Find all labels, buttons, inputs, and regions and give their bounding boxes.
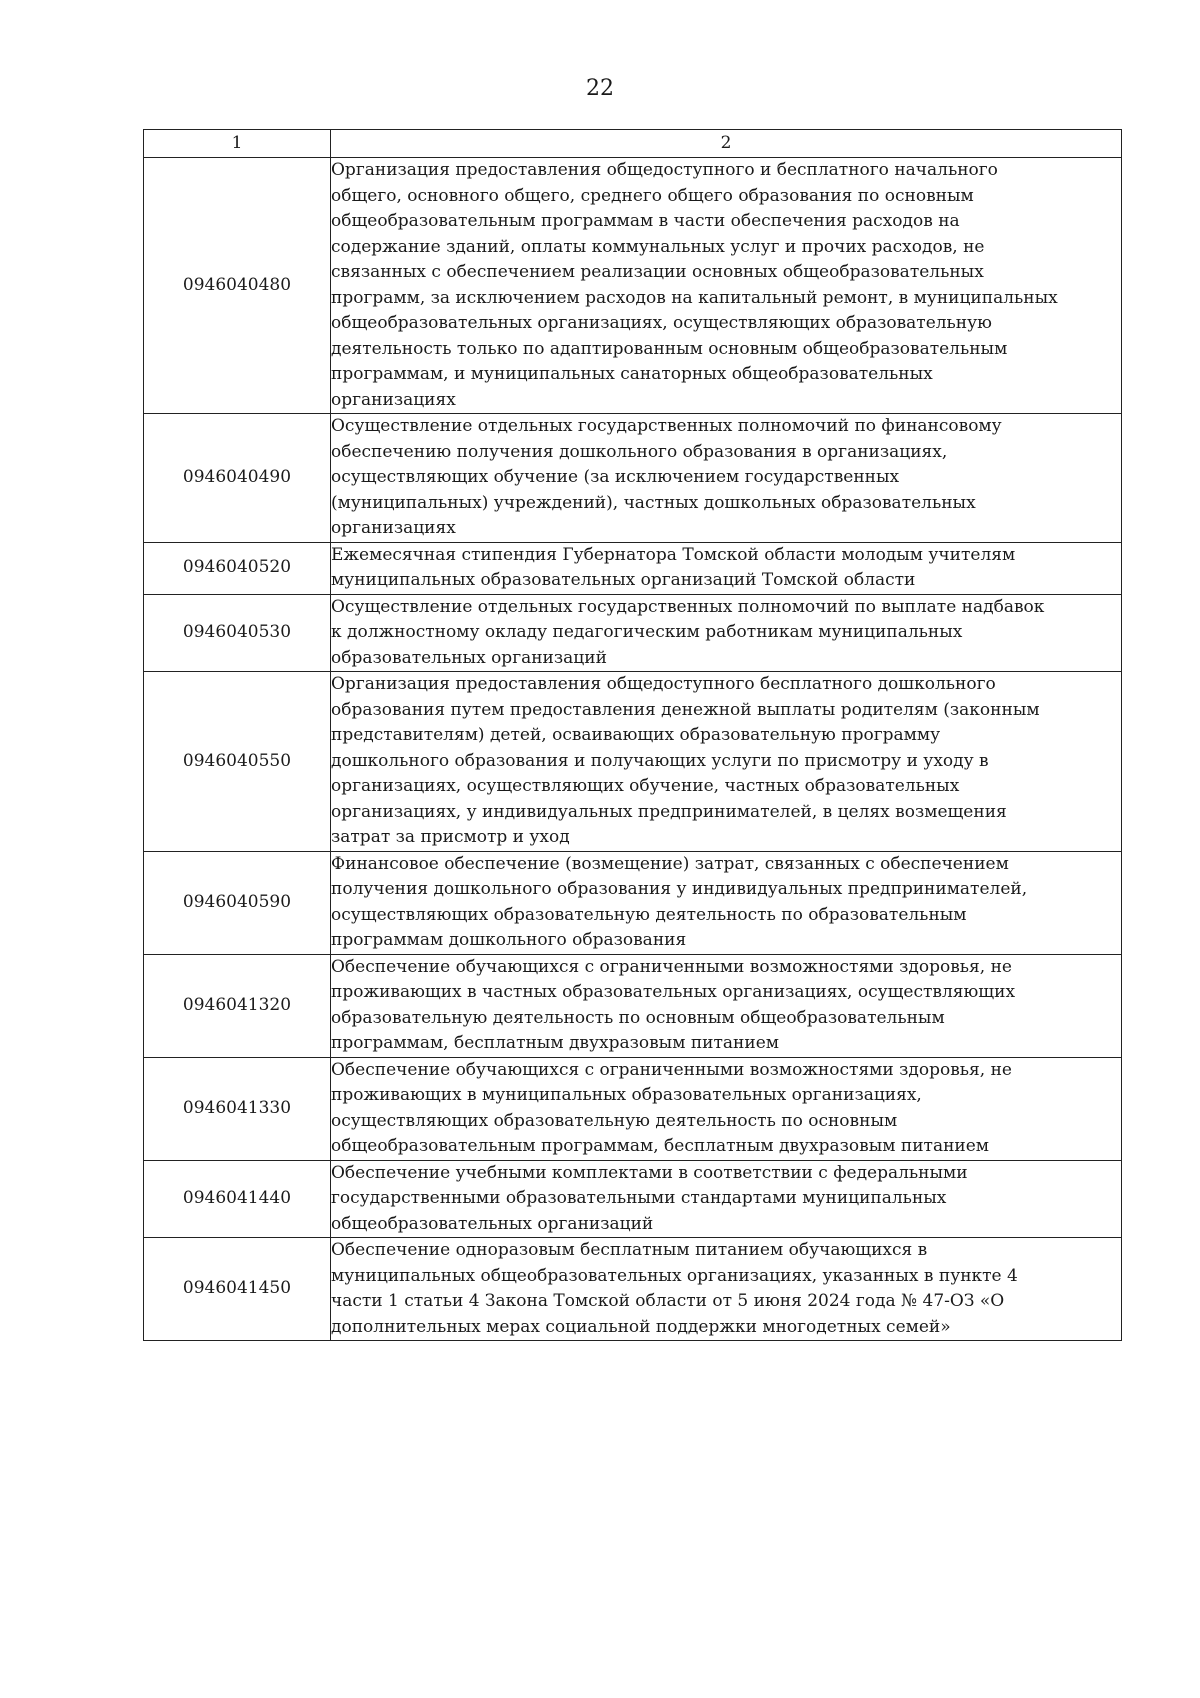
row-code: 0946040550: [144, 672, 331, 852]
description-line: Ежемесячная стипендия Губернатора Томской области молодым учителям: [331, 544, 1016, 565]
column-header-2: 2: [331, 130, 1122, 158]
row-description: [331, 851, 1122, 954]
table-row: [144, 414, 1122, 543]
description-line: (муниципальных) учреждений), частных дошкольных образовательных: [331, 492, 976, 513]
description-line: Осуществление отдельных государственных полномочий по финансовому: [331, 416, 1002, 436]
table-row: [144, 1057, 1122, 1160]
column-header-1: 1: [144, 130, 331, 158]
row-code: 0946041450: [144, 1238, 331, 1341]
row-code: 0946040480: [144, 158, 331, 414]
description-line: Финансовое обеспечение (возмещение) затрат, связанных с обеспечением: [331, 853, 1009, 874]
description-line: Обеспечение учебными комплектами в соответствии с федеральными: [331, 1162, 968, 1183]
budget-codes-table: [143, 129, 1122, 1341]
description-line: муниципальных общеобразовательных организациях, указанных в пункте 4: [331, 1265, 1018, 1286]
table-row: [144, 1238, 1122, 1341]
description-line: общего, основного общего, среднего общего образования по основным: [331, 185, 974, 206]
description-line: программам, бесплатным двухразовым питанием: [331, 1033, 779, 1053]
row-description: [331, 594, 1122, 672]
description-line: организациях: [331, 518, 456, 538]
description-line: Обеспечение одноразовым бесплатным питанием обучающихся в: [331, 1240, 928, 1260]
row-description: [331, 542, 1122, 594]
description-line: организациях: [331, 389, 456, 410]
table-row: [144, 672, 1122, 852]
description-line: Организация предоставления общедоступного и бесплатного начального: [331, 160, 998, 180]
table-row: [144, 1160, 1122, 1238]
description-line: программ, за исключением расходов на капитальный ремонт, в муниципальных: [331, 287, 1058, 308]
row-code: 0946040530: [144, 594, 331, 672]
description-line: части 1 статьи 4 Закона Томской области от 5 июня 2024 года № 47-ОЗ «О: [331, 1291, 1005, 1311]
row-code: 0946040590: [144, 851, 331, 954]
description-line: проживающих в частных образовательных организациях, осуществляющих: [331, 982, 1016, 1002]
description-line: Осуществление отдельных государственных полномочий по выплате надбавок: [331, 596, 1045, 617]
description-line: Обеспечение обучающихся с ограниченными возможностями здоровья, не: [331, 956, 1012, 977]
description-line: общеобразовательным программам, бесплатным двухразовым питанием: [331, 1136, 990, 1156]
row-description: [331, 1160, 1122, 1238]
description-line: осуществляющих образовательную деятельность по образовательным: [331, 904, 967, 925]
row-code: 0946041330: [144, 1057, 331, 1160]
description-line: Обеспечение обучающихся с ограниченными возможностями здоровья, не: [331, 1059, 1012, 1080]
description-line: осуществляющих образовательную деятельность по основным: [331, 1110, 898, 1131]
description-line: дополнительных мерах социальной поддержки многодетных семей»: [331, 1316, 951, 1337]
description-line: Организация предоставления общедоступного бесплатного дошкольного: [331, 674, 996, 694]
table-row: [144, 594, 1122, 672]
row-description: [331, 954, 1122, 1057]
page-number: 22: [586, 76, 614, 101]
description-line: государственными образовательными стандартами муниципальных: [331, 1188, 947, 1208]
description-line: проживающих в муниципальных образовательных организациях,: [331, 1085, 922, 1105]
description-line: общеобразовательным программам в части обеспечения расходов на: [331, 211, 960, 231]
description-line: получения дошкольного образования у индивидуальных предпринимателей,: [331, 879, 1028, 899]
description-line: содержание зданий, оплаты коммунальных услуг и прочих расходов, не: [331, 236, 985, 257]
table-row: [144, 954, 1122, 1057]
description-line: организациях, у индивидуальных предпринимателей, в целях возмещения: [331, 801, 1007, 822]
description-line: общеобразовательных организациях, осуществляющих образовательную: [331, 313, 992, 333]
description-line: образовательную деятельность по основным общеобразовательным: [331, 1007, 945, 1028]
table-row: [144, 158, 1122, 414]
description-line: образовательных организаций: [331, 647, 607, 668]
description-line: обеспечению получения дошкольного образования в организациях,: [331, 441, 948, 462]
row-description: [331, 672, 1122, 852]
description-line: связанных с обеспечением реализации основных общеобразовательных: [331, 262, 984, 282]
row-code: 0946041440: [144, 1160, 331, 1238]
row-description: [331, 1238, 1122, 1341]
row-code: 0946040490: [144, 414, 331, 543]
description-line: представителям) детей, осваивающих образовательную программу: [331, 725, 941, 745]
description-line: программам, и муниципальных санаторных общеобразовательных: [331, 364, 933, 384]
table-row: [144, 851, 1122, 954]
row-description: [331, 1057, 1122, 1160]
description-line: муниципальных образовательных организаций Томской области: [331, 570, 916, 590]
row-code: 0946041320: [144, 954, 331, 1057]
description-line: общеобразовательных организаций: [331, 1213, 654, 1234]
row-code: 0946040520: [144, 542, 331, 594]
description-line: образования путем предоставления денежной выплаты родителям (законным: [331, 699, 1040, 720]
description-line: затрат за присмотр и уход: [331, 827, 570, 847]
description-line: деятельность только по адаптированным основным общеобразовательным: [331, 338, 1008, 359]
row-description: [331, 414, 1122, 543]
row-description: [331, 158, 1122, 414]
table-row: [144, 542, 1122, 594]
description-line: дошкольного образования и получающих услуги по присмотру и уходу в: [331, 750, 989, 771]
description-line: программам дошкольного образования: [331, 930, 687, 950]
table-header-row: [144, 130, 1122, 158]
description-line: организациях, осуществляющих обучение, частных образовательных: [331, 776, 960, 796]
description-line: к должностному окладу педагогическим работникам муниципальных: [331, 622, 963, 642]
description-line: осуществляющих обучение (за исключением государственных: [331, 467, 900, 487]
